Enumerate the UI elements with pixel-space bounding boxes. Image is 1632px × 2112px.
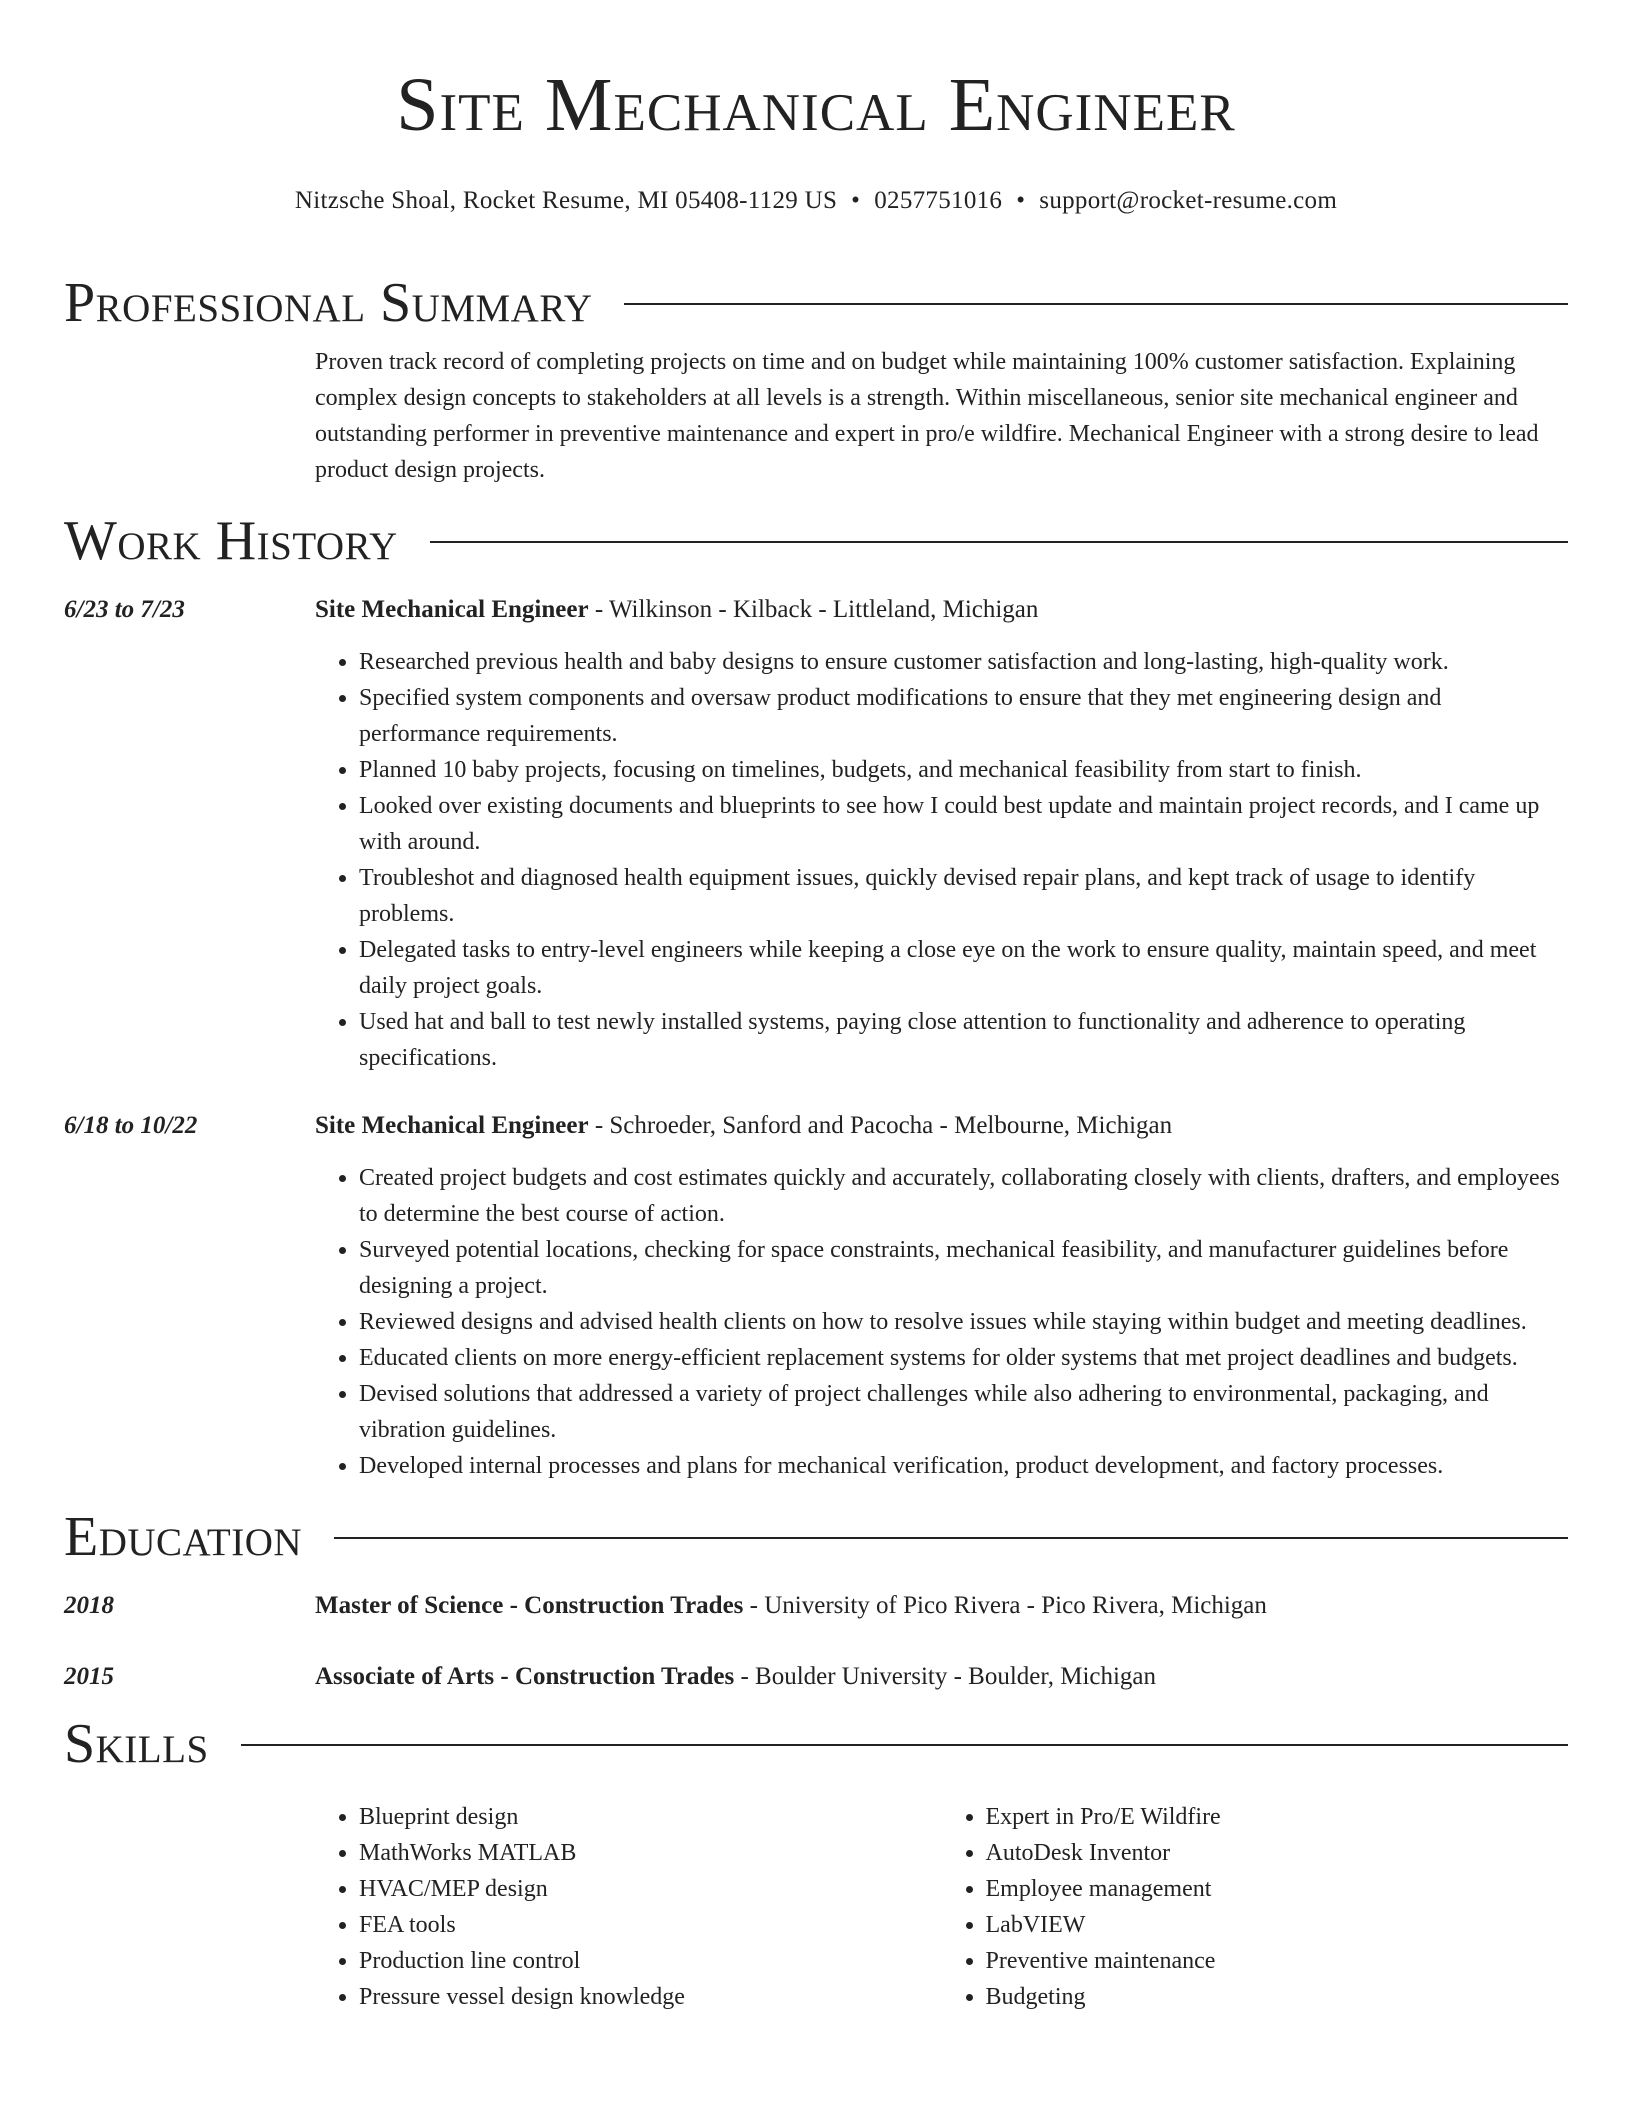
skill-item: • FEA tools bbox=[359, 1907, 942, 1943]
skill-item: • Employee management bbox=[986, 1871, 1569, 1907]
candidate-name: Site Mechanical Engineer bbox=[396, 63, 1236, 147]
education-year: 2018 bbox=[64, 1592, 114, 1619]
summary-text: Proven track record of completing projects on time and on budget while maintaining 100% customer satisfaction. Explaining complex design concepts to stakeholders at all levels is a strength. Within miscellaneous, senior site mechanical engineer and outstanding performer in preventive maintenance and expert in pro/e wildfire. Mechanical Engineer with a strong desire to lead product design projects. bbox=[315, 349, 1539, 483]
job-entry bbox=[64, 1109, 1568, 1484]
skill-item: • LabVIEW bbox=[986, 1907, 1569, 1943]
contact-address: Nitzsche Shoal, Rocket Resume, MI 05408-1129 US bbox=[294, 187, 838, 214]
skills-list-left bbox=[315, 1799, 942, 2015]
summary-row bbox=[64, 344, 1568, 488]
education-entry bbox=[64, 1589, 1568, 1623]
skills-section-header bbox=[64, 1711, 1568, 1777]
skill-item: • Pressure vessel design knowledge bbox=[359, 1979, 942, 2015]
job-duty: • Created project budgets and cost estimates quickly and accurately, collaborating closely with clients, drafters, and employees to determine the best course of action. bbox=[359, 1160, 1568, 1232]
section-divider bbox=[334, 1537, 1568, 1539]
skills-grid bbox=[315, 1799, 1568, 2015]
job-duty: • Researched previous health and baby designs to ensure customer satisfaction and long-lasting, high-quality work. bbox=[359, 644, 1568, 680]
summary-section-header bbox=[64, 270, 1568, 336]
skill-item: • HVAC/MEP design bbox=[359, 1871, 942, 1907]
work-heading: Work History bbox=[64, 510, 398, 572]
job-duty: • Troubleshot and diagnosed health equipment issues, quickly devised repair plans, and kept track of usage to identify problems. bbox=[359, 860, 1568, 932]
skill-item: • Blueprint design bbox=[359, 1799, 942, 1835]
job-dates: 6/23 to 7/23 bbox=[64, 596, 185, 623]
skills-row bbox=[64, 1799, 1568, 2015]
contact-phone: 0257751016 bbox=[874, 187, 1003, 214]
job-dates: 6/18 to 10/22 bbox=[64, 1112, 198, 1139]
education-year: 2015 bbox=[64, 1663, 114, 1690]
skills-list-right bbox=[942, 1799, 1569, 2015]
job-duty: • Planned 10 baby projects, focusing on timelines, budgets, and mechanical feasibility from start to finish. bbox=[359, 752, 1568, 788]
contact-separator: • bbox=[851, 187, 861, 214]
education-school: - Boulder University - Boulder, Michigan bbox=[734, 1663, 1157, 1690]
skill-item: • Preventive maintenance bbox=[986, 1943, 1569, 1979]
education-line bbox=[315, 1589, 1568, 1623]
job-duty: • Reviewed designs and advised health clients on how to resolve issues while staying within budget and meeting deadlines. bbox=[359, 1304, 1568, 1340]
section-divider bbox=[624, 303, 1568, 305]
education-school: - University of Pico Rivera - Pico Rivera, Michigan bbox=[743, 1592, 1267, 1619]
education-degree: Associate of Arts - Construction Trades bbox=[315, 1663, 735, 1690]
job-duty: • Specified system components and oversaw product modifications to ensure that they met engineering design and performance requirements. bbox=[359, 680, 1568, 752]
education-degree: Master of Science - Construction Trades bbox=[315, 1592, 744, 1619]
work-section-header bbox=[64, 508, 1568, 574]
contact-separator: • bbox=[1016, 187, 1026, 214]
summary-heading: Professional Summary bbox=[64, 272, 593, 334]
job-duty: • Delegated tasks to entry-level engineers while keeping a close eye on the work to ensure quality, maintain speed, and meet daily project goals. bbox=[359, 932, 1568, 1004]
job-duty: • Devised solutions that addressed a variety of project challenges while also adhering to environmental, packaging, and vibration guidelines. bbox=[359, 1376, 1568, 1448]
job-duty: • Surveyed potential locations, checking for space constraints, mechanical feasibility, and manufacturer guidelines before designing a project. bbox=[359, 1232, 1568, 1304]
education-section-header bbox=[64, 1504, 1568, 1570]
section-divider bbox=[241, 1744, 1568, 1746]
section-divider bbox=[430, 541, 1568, 543]
education-line bbox=[315, 1660, 1568, 1694]
contact-line bbox=[64, 186, 1568, 216]
job-employer: - Schroeder, Sanford and Pacocha - Melbourne, Michigan bbox=[588, 1112, 1173, 1139]
skill-item: • Budgeting bbox=[986, 1979, 1569, 2015]
job-duty: • Educated clients on more energy-efficient replacement systems for older systems that met project deadlines and budgets. bbox=[359, 1340, 1568, 1376]
job-entry bbox=[64, 593, 1568, 1076]
job-title-line bbox=[315, 1109, 1568, 1143]
job-title-line bbox=[315, 593, 1568, 627]
job-role: Site Mechanical Engineer bbox=[315, 596, 589, 623]
job-role: Site Mechanical Engineer bbox=[315, 1112, 589, 1139]
job-duties-list bbox=[315, 1160, 1568, 1484]
job-employer: - Wilkinson - Kilback - Littleland, Michigan bbox=[588, 596, 1039, 623]
job-duty: • Used hat and ball to test newly installed systems, paying close attention to functionality and adherence to operating specifications. bbox=[359, 1004, 1568, 1076]
job-duty: • Developed internal processes and plans for mechanical verification, product development, and factory processes. bbox=[359, 1448, 1568, 1484]
contact-email: support@rocket-resume.com bbox=[1039, 187, 1338, 214]
job-duty: • Looked over existing documents and blueprints to see how I could best update and maintain project records, and I came up with around. bbox=[359, 788, 1568, 860]
skill-item: • Production line control bbox=[359, 1943, 942, 1979]
skill-item: • Expert in Pro/E Wildfire bbox=[986, 1799, 1569, 1835]
resume-page bbox=[64, 0, 1568, 2015]
education-entry bbox=[64, 1660, 1568, 1694]
skills-heading: Skills bbox=[64, 1713, 209, 1775]
education-heading: Education bbox=[64, 1506, 303, 1568]
job-duties-list bbox=[315, 644, 1568, 1076]
skill-item: • AutoDesk Inventor bbox=[986, 1835, 1569, 1871]
skill-item: • MathWorks MATLAB bbox=[359, 1835, 942, 1871]
